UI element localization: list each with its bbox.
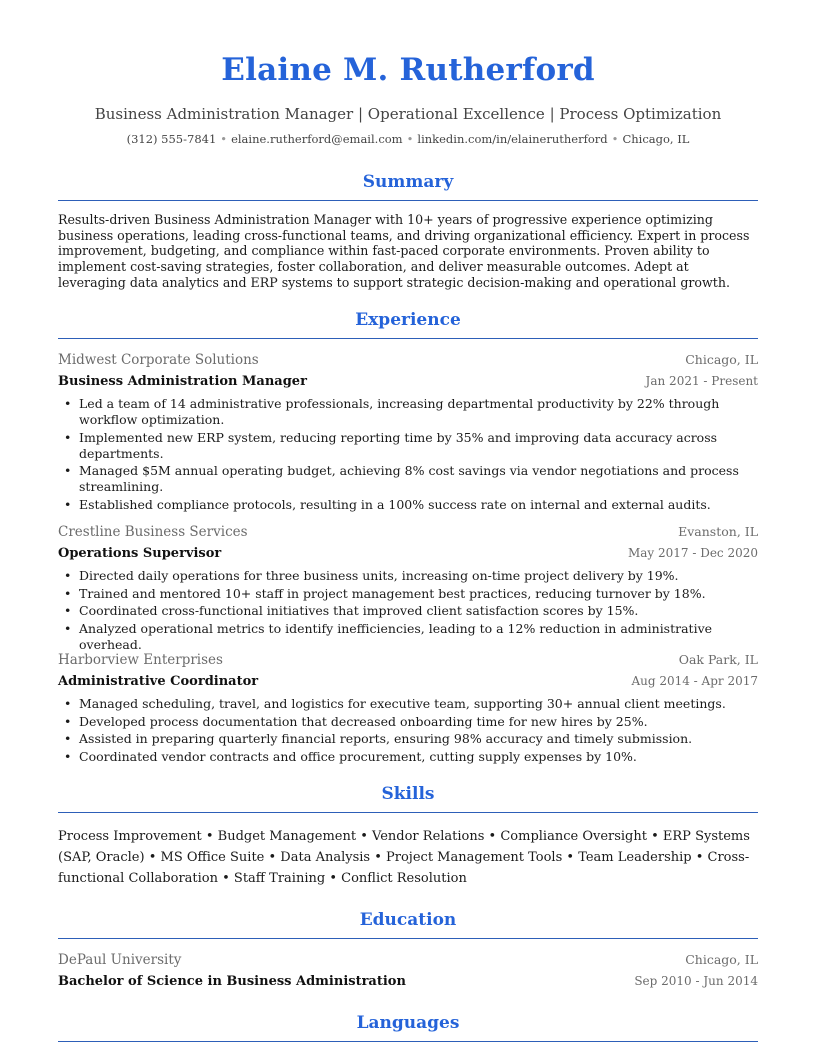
section-divider [58,812,758,813]
section-divider [58,938,758,939]
separator: • [406,132,414,146]
job-subheader [58,674,758,696]
contact-linkedin[interactable]: linkedin.com/in/elainerutherford [417,132,608,146]
section-title-experience: Experience [355,310,461,330]
job-dates: Aug 2014 - Apr 2017 [631,674,758,688]
education-location: Chicago, IL [685,952,758,967]
education-header [58,952,758,974]
bullet-item: • Directed daily operations for three business units, increasing on-time project delivery by 19%. [58,568,758,584]
education-dates: Sep 2010 - Jun 2014 [634,974,758,988]
summary-text: Results-driven Business Administration Manager with 10+ years of progressive experience optimizing business operations, leading cross-functional teams, and driving organizational efficiency. Expert in process improvement, budgeting, and compliance within fast-paced corporate environments. Proven ability to implement cost-saving strategies, foster collaboration, and deliver measurable outcomes. Adept at leveraging data analytics and ERP systems to support strategic decision-making and operational growth. [58,212,750,290]
job-location: Evanston, IL [678,524,758,539]
job-location: Oak Park, IL [678,652,758,667]
section-title-education: Education [359,910,457,930]
section-title-skills: Skills [381,784,435,804]
bullet-item: • Trained and mentored 10+ staff in project management best practices, reducing turnover by 18%. [58,586,758,602]
job-company: Harborview Enterprises [58,652,223,668]
job-dates: May 2017 - Dec 2020 [627,546,758,560]
contact-phone: (312) 555-7841 [126,132,217,146]
job-role: Administrative Coordinator [58,674,259,689]
job-location: Chicago, IL [685,352,758,367]
job-bullets [58,696,758,765]
job-bullets [58,396,758,513]
headline: Business Administration Manager | Operational Excellence | Process Optimization [94,105,722,123]
job-header [58,652,758,674]
bullet-item: • Managed scheduling, travel, and logistics for executive team, supporting 30+ annual client meetings. [58,696,758,712]
job-role: Operations Supervisor [58,546,222,561]
job-dates: Jan 2021 - Present [645,374,758,388]
education-subheader [58,974,758,996]
bullet-item: • Assisted in preparing quarterly financial reports, ensuring 98% accuracy and timely submission. [58,731,758,747]
bullet-item: • Led a team of 14 administrative professionals, increasing departmental productivity by 22% through workflow optimization. [58,396,758,428]
bullet-item: • Coordinated vendor contracts and office procurement, cutting supply expenses by 10%. [58,749,758,765]
job-header [58,524,758,546]
job-entry [58,352,758,514]
job-header [58,352,758,374]
bullet-item: • Established compliance protocols, resulting in a 100% success rate on internal and external audits. [58,497,758,513]
section-divider [58,338,758,339]
section-divider [58,200,758,201]
section-title-languages: Languages [356,1013,460,1033]
job-subheader [58,546,758,568]
bullet-item: • Implemented new ERP system, reducing reporting time by 35% and improving data accuracy across departments. [58,430,758,462]
job-entry [58,652,758,766]
bullet-item: • Analyzed operational metrics to identify inefficiencies, leading to a 12% reduction in administrative overhead. [58,621,758,653]
job-role: Business Administration Manager [58,374,307,389]
contact-email[interactable]: elaine.rutherford@email.com [231,132,403,146]
job-bullets [58,568,758,653]
contact-line [58,132,758,146]
education-entry [58,952,758,996]
skills-list: Process Improvement • Budget Management • Vendor Relations • Compliance Oversight • ERP Systems (SAP, Oracle) • MS Office Suite • Data Analysis • Project Management Tools • Team Leadership • Cross-functional Collaboration • Staff Training • Conflict Resolution [58,829,750,886]
candidate-name: Elaine M. Rutherford [221,52,595,88]
education-degree: Bachelor of Science in Business Administration [58,974,406,989]
section-title-summary: Summary [362,172,454,192]
bullet-item: • Coordinated cross-functional initiatives that improved client satisfaction scores by 15%. [58,603,758,619]
bullet-item: • Developed process documentation that decreased onboarding time for new hires by 25%. [58,714,758,730]
job-company: Crestline Business Services [58,524,248,540]
section-divider [58,1041,758,1042]
contact-location: Chicago, IL [622,132,690,146]
bullet-item: • Managed $5M annual operating budget, achieving 8% cost savings via vendor negotiations and process streamlining. [58,463,758,495]
education-school: DePaul University [58,952,182,968]
job-subheader [58,374,758,396]
job-company: Midwest Corporate Solutions [58,352,259,368]
separator: • [220,132,228,146]
separator: • [611,132,619,146]
job-entry [58,524,758,654]
